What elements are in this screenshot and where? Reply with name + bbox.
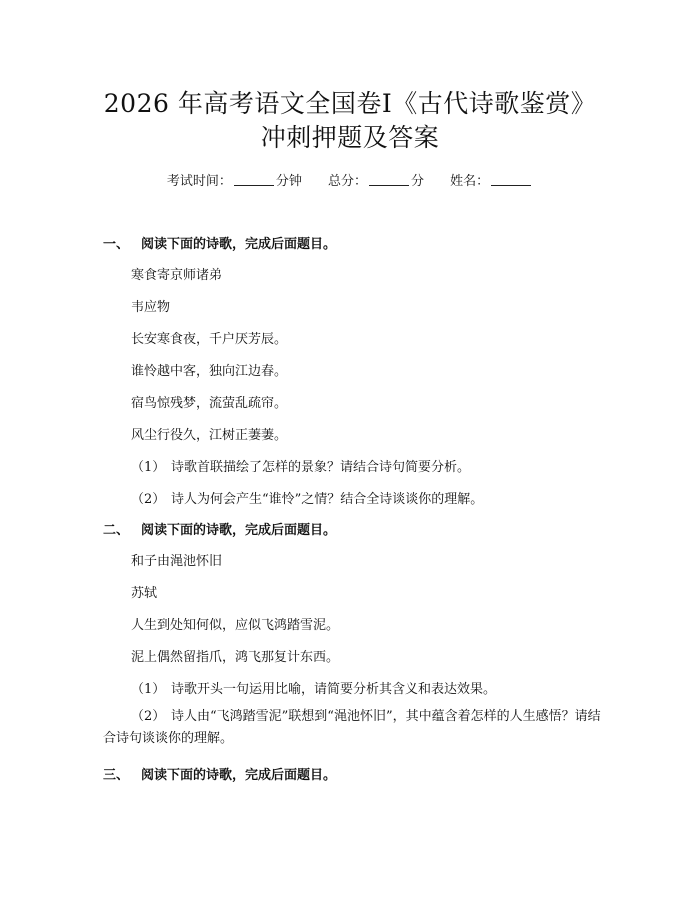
score-field: 总分： 分	[327, 174, 425, 189]
name-field: 姓名：	[450, 174, 533, 189]
section-heading-2: 二、 阅读下面的诗歌，完成后面题目。	[103, 523, 337, 538]
page-title-line1: 2026 年高考语文全国卷Ⅰ《古代诗歌鉴赏》	[103, 89, 597, 118]
section-heading-3: 三、 阅读下面的诗歌，完成后面题目。	[103, 768, 337, 783]
score-blank[interactable]	[369, 173, 409, 186]
poem-author-1: 韦应物	[131, 300, 171, 315]
poem-title-2: 和子由渑池怀旧	[131, 554, 223, 569]
question-2-1: （1） 诗歌开头一句运用比喻，请简要分析其含义和表达效果。	[131, 682, 497, 697]
poem-line: 宿鸟惊残梦，流萤乱疏帘。	[131, 396, 288, 411]
poem-line: 长安寒食夜，千户厌芳辰。	[131, 332, 288, 347]
page-title-line2: 冲刺押题及答案	[260, 123, 440, 152]
poem-line: 风尘行役久，江树正萋萋。	[131, 428, 288, 443]
poem-line: 谁怜越中客，独向江边春。	[131, 364, 288, 379]
time-field: 考试时间： 分钟	[166, 174, 302, 189]
poem-title-1: 寒食寄京师诸弟	[131, 268, 223, 283]
name-blank[interactable]	[491, 173, 531, 186]
time-blank[interactable]	[234, 173, 274, 186]
section-heading-1: 一、 阅读下面的诗歌，完成后面题目。	[103, 237, 337, 252]
poem-author-2: 苏轼	[131, 586, 158, 601]
exam-info	[0, 170, 700, 189]
poem-line: 人生到处知何似，应似飞鸿踏雪泥。	[131, 618, 340, 633]
question-1-1: （1） 诗歌首联描绘了怎样的景象？请结合诗句简要分析。	[131, 460, 471, 475]
question-1-2: （2） 诗人为何会产生“谁怜”之情？结合全诗谈谈你的理解。	[131, 492, 484, 507]
question-2-2: （2） 诗人由“飞鸿踏雪泥”联想到“渑池怀旧”，其中蕴含着怎样的人生感悟？请结合诗句谈谈你的理解。	[103, 709, 601, 746]
poem-line: 泥上偶然留指爪，鸿飞那复计东西。	[131, 650, 340, 665]
